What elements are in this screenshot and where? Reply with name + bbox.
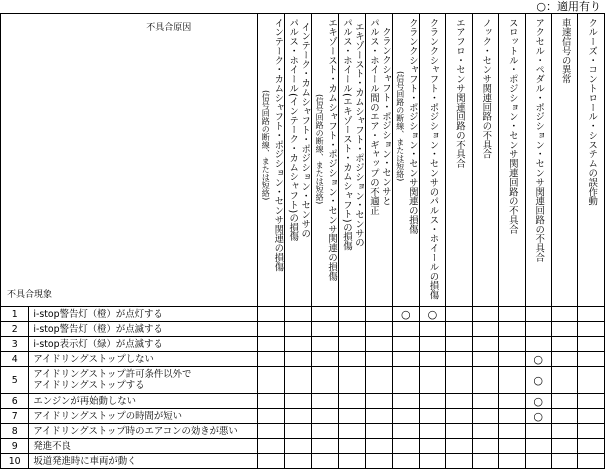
- applicability-mark: ○: [419, 307, 445, 322]
- applicability-mark: [578, 367, 605, 394]
- applicability-mark: [472, 439, 498, 454]
- cause-label-line: ノック・センサ関連回路の不具合: [480, 18, 492, 159]
- applicability-mark: [392, 367, 419, 394]
- applicability-mark: [525, 454, 551, 469]
- applicability-mark: [578, 322, 605, 337]
- table-row: [1, 424, 605, 439]
- row-number: 4: [1, 352, 29, 367]
- applicability-mark: [525, 337, 551, 352]
- phenomenon-text: 発進不良: [29, 439, 258, 454]
- applicability-mark: [472, 367, 498, 394]
- applicability-mark: [392, 439, 419, 454]
- row-number: 3: [1, 337, 29, 352]
- applicability-mark: [312, 352, 339, 367]
- applicability-mark: [419, 454, 445, 469]
- cause-column-2: [285, 14, 312, 307]
- cause-column-label: [426, 18, 438, 300]
- phenomenon-text: 坂道発進時に車両が動く: [29, 454, 258, 469]
- phenomenon-text: アイドリングストップ時のエアコンの効きが悪い: [29, 424, 258, 439]
- applicability-mark: [339, 409, 366, 424]
- applicability-mark: [258, 424, 285, 439]
- legend: ○：適用有り: [536, 0, 601, 13]
- diagnosis-table: [0, 13, 605, 469]
- row-number: 6: [1, 394, 29, 409]
- applicability-mark: [446, 409, 472, 424]
- cause-column-10: [499, 14, 525, 307]
- cause-label-line: スロットル・ポジション・センサ関連回路の不具合: [506, 18, 518, 234]
- table-row: [1, 409, 605, 424]
- applicability-mark: [551, 322, 577, 337]
- applicability-mark: [392, 337, 419, 352]
- applicability-mark: [339, 337, 366, 352]
- header-row: [1, 14, 605, 307]
- applicability-mark: [446, 394, 472, 409]
- applicability-mark: [339, 352, 366, 367]
- applicability-mark: [551, 439, 577, 454]
- table-row: [1, 394, 605, 409]
- applicability-mark: [392, 322, 419, 337]
- cause-column-label: [286, 18, 310, 241]
- applicability-mark: [419, 352, 445, 367]
- applicability-mark: [285, 394, 312, 409]
- applicability-mark: [365, 367, 392, 394]
- cause-label-line: インテーク・カムシャフト・ポジション・センサの: [299, 21, 311, 238]
- applicability-mark: [499, 337, 525, 352]
- cause-column-label: [532, 18, 544, 262]
- phenomenon-text: i-stop表示灯（緑）が点滅する: [29, 337, 258, 352]
- applicability-mark: [551, 337, 577, 352]
- applicability-mark: [365, 409, 392, 424]
- cause-column-11: [525, 14, 551, 307]
- applicability-mark: [312, 322, 339, 337]
- applicability-mark: [392, 409, 419, 424]
- applicability-mark: [258, 337, 285, 352]
- cause-column-label: [559, 18, 571, 84]
- phenomenon-text: i-stop警告灯（橙）が点滅する: [29, 322, 258, 337]
- applicability-mark: [312, 367, 339, 394]
- table-row: [1, 337, 605, 352]
- cause-column-label: [479, 18, 491, 159]
- applicability-mark: [365, 424, 392, 439]
- applicability-mark: [339, 394, 366, 409]
- applicability-mark: [551, 394, 577, 409]
- applicability-mark: [525, 439, 551, 454]
- applicability-mark: [551, 367, 577, 394]
- table-row: [1, 322, 605, 337]
- cause-column-3: [312, 14, 339, 307]
- applicability-mark: [258, 409, 285, 424]
- row-number: 7: [1, 409, 29, 424]
- applicability-mark: [365, 394, 392, 409]
- row-number: 8: [1, 424, 29, 439]
- applicability-mark: [419, 322, 445, 337]
- applicability-mark: [419, 394, 445, 409]
- phenomenon-text: アイドリングストップしない: [29, 352, 258, 367]
- applicability-mark: [285, 337, 312, 352]
- cause-label-line: パルス・ホイール(エキゾースト・カムシャフト)の損傷: [340, 18, 352, 251]
- cause-label-line: クランクシャフト・ポジション・センサのパルス・ホイールの損傷: [427, 18, 439, 300]
- cause-column-label: [394, 18, 418, 234]
- applicability-mark: [446, 307, 472, 322]
- applicability-mark: [285, 367, 312, 394]
- applicability-mark: [499, 307, 525, 322]
- applicability-mark: [578, 394, 605, 409]
- phenomenon-text: アイドリングストップの時間が短い: [29, 409, 258, 424]
- header-corner-cell: [1, 14, 258, 307]
- applicability-mark: [578, 454, 605, 469]
- cause-column-label: [585, 18, 597, 206]
- phenomenon-text: エンジンが再始動しない: [29, 394, 258, 409]
- applicability-mark: [578, 337, 605, 352]
- cause-column-6: [392, 14, 419, 307]
- applicability-mark: [285, 307, 312, 322]
- applicability-mark: [551, 409, 577, 424]
- cause-column-12: [551, 14, 577, 307]
- phenomenon-label: 不具合現象: [7, 290, 53, 300]
- applicability-mark: ○: [525, 394, 551, 409]
- applicability-mark: [499, 409, 525, 424]
- applicability-mark: [339, 454, 366, 469]
- table-row: [1, 454, 605, 469]
- cause-column-label: [506, 18, 518, 234]
- applicability-mark: [578, 307, 605, 322]
- applicability-mark: [312, 454, 339, 469]
- applicability-mark: [472, 394, 498, 409]
- applicability-mark: [258, 439, 285, 454]
- cause-label-line: アクセル・ペダル・ポジション・センサ関連回路の不具合: [533, 18, 545, 263]
- cause-column-4: [339, 14, 366, 307]
- applicability-mark: [392, 394, 419, 409]
- phenomenon-text: アイドリングストップ許可条件以外で アイドリングストップする: [29, 367, 258, 394]
- cause-label-line: エキゾースト・カムシャフト・ポジション・センサ関連の損傷: [326, 18, 338, 281]
- cause-label-line: クランクシャフト・ポジション・センサ関連の損傷: [406, 18, 418, 234]
- cause-label-line: クルーズ・コントロール・システムの誤作動: [586, 18, 598, 206]
- applicability-mark: [446, 337, 472, 352]
- row-number: 9: [1, 439, 29, 454]
- applicability-mark: [446, 424, 472, 439]
- cause-label-line: エアフロ・センサ関連回路の不具合: [453, 18, 465, 169]
- applicability-mark: [578, 424, 605, 439]
- cause-label-line: パルス・ホイール間のエア・ギャップの不適正: [367, 18, 379, 216]
- applicability-mark: [472, 454, 498, 469]
- applicability-mark: [365, 322, 392, 337]
- applicability-mark: [551, 307, 577, 322]
- cause-label-line: 車速信号の異常: [559, 18, 571, 84]
- applicability-mark: [499, 454, 525, 469]
- applicability-mark: [578, 439, 605, 454]
- applicability-mark: [551, 454, 577, 469]
- applicability-mark: [312, 394, 339, 409]
- table-row: [1, 439, 605, 454]
- applicability-mark: [392, 454, 419, 469]
- applicability-mark: [499, 352, 525, 367]
- applicability-mark: [258, 394, 285, 409]
- table-row: [1, 367, 605, 394]
- applicability-mark: [419, 424, 445, 439]
- applicability-mark: [578, 409, 605, 424]
- applicability-mark: [312, 307, 339, 322]
- applicability-mark: [258, 322, 285, 337]
- applicability-mark: [419, 367, 445, 394]
- row-number: 5: [1, 367, 29, 394]
- applicability-mark: [365, 307, 392, 322]
- applicability-mark: [285, 439, 312, 454]
- applicability-mark: [499, 439, 525, 454]
- applicability-mark: [525, 424, 551, 439]
- applicability-mark: [285, 409, 312, 424]
- applicability-mark: [472, 322, 498, 337]
- applicability-mark: [285, 424, 312, 439]
- applicability-mark: [525, 322, 551, 337]
- cause-column-8: [446, 14, 472, 307]
- cause-column-7: [419, 14, 445, 307]
- applicability-mark: [525, 307, 551, 322]
- applicability-mark: [365, 454, 392, 469]
- applicability-mark: [312, 424, 339, 439]
- applicability-mark: [499, 424, 525, 439]
- applicability-mark: [285, 454, 312, 469]
- cause-label-line: パルス・ホイール(インテーク・カムシャフト)の損傷: [287, 18, 299, 242]
- table-row: [1, 352, 605, 367]
- row-number: 1: [1, 307, 29, 322]
- applicability-mark: [339, 322, 366, 337]
- phenomenon-text: i-stop警告灯（橙）が点灯する: [29, 307, 258, 322]
- applicability-mark: ○: [525, 352, 551, 367]
- cause-label-line: クランクシャフト・ポジション・センサと: [379, 27, 391, 206]
- cause-column-9: [472, 14, 498, 307]
- applicability-mark: ○: [525, 367, 551, 394]
- applicability-mark: [446, 352, 472, 367]
- applicability-mark: [285, 322, 312, 337]
- applicability-mark: [365, 352, 392, 367]
- cause-label-line: (信号回路の断線、または短絡): [315, 94, 325, 205]
- applicability-mark: [446, 439, 472, 454]
- applicability-mark: [312, 439, 339, 454]
- applicability-mark: [312, 409, 339, 424]
- cause-label-line: エキゾースト・カムシャフト・ポジション・センサの: [352, 21, 364, 248]
- applicability-mark: [392, 424, 419, 439]
- cause-label-line: インテーク・カムシャフト・ポジション・センサ関連の損傷: [272, 18, 284, 272]
- applicability-mark: [499, 367, 525, 394]
- applicability-mark: [446, 322, 472, 337]
- applicability-mark: [339, 367, 366, 394]
- applicability-mark: [419, 337, 445, 352]
- cause-column-label: [453, 18, 465, 168]
- applicability-mark: ○: [525, 409, 551, 424]
- cause-label-line: (信号回路の断線、または短絡): [395, 70, 405, 182]
- applicability-mark: [472, 337, 498, 352]
- applicability-mark: [472, 307, 498, 322]
- applicability-mark: [419, 409, 445, 424]
- cause-label-line: (信号回路の断線、または短絡): [261, 89, 271, 200]
- applicability-mark: [258, 454, 285, 469]
- row-number: 10: [1, 454, 29, 469]
- applicability-mark: [258, 352, 285, 367]
- cause-label: 不具合原因: [146, 23, 192, 33]
- applicability-mark: [578, 352, 605, 367]
- cause-column-label: [367, 18, 391, 215]
- applicability-mark: [472, 352, 498, 367]
- cause-column-5: [365, 14, 392, 307]
- cause-column-13: [578, 14, 605, 307]
- applicability-mark: [258, 367, 285, 394]
- applicability-mark: ○: [392, 307, 419, 322]
- diagonal-line: [1, 14, 265, 302]
- applicability-mark: [551, 424, 577, 439]
- applicability-mark: [446, 454, 472, 469]
- applicability-mark: [472, 424, 498, 439]
- table-row: [1, 307, 605, 322]
- cause-column-label: [340, 18, 364, 251]
- applicability-mark: [365, 439, 392, 454]
- applicability-mark: [392, 352, 419, 367]
- applicability-mark: [472, 409, 498, 424]
- applicability-mark: [365, 337, 392, 352]
- applicability-mark: [285, 352, 312, 367]
- applicability-mark: [312, 337, 339, 352]
- applicability-mark: [499, 394, 525, 409]
- applicability-mark: [339, 439, 366, 454]
- applicability-mark: [446, 367, 472, 394]
- applicability-mark: [499, 322, 525, 337]
- applicability-mark: [258, 307, 285, 322]
- applicability-mark: [551, 352, 577, 367]
- applicability-mark: [419, 439, 445, 454]
- applicability-mark: [339, 424, 366, 439]
- cause-column-label: [313, 18, 337, 281]
- row-number: 2: [1, 322, 29, 337]
- applicability-mark: [339, 307, 366, 322]
